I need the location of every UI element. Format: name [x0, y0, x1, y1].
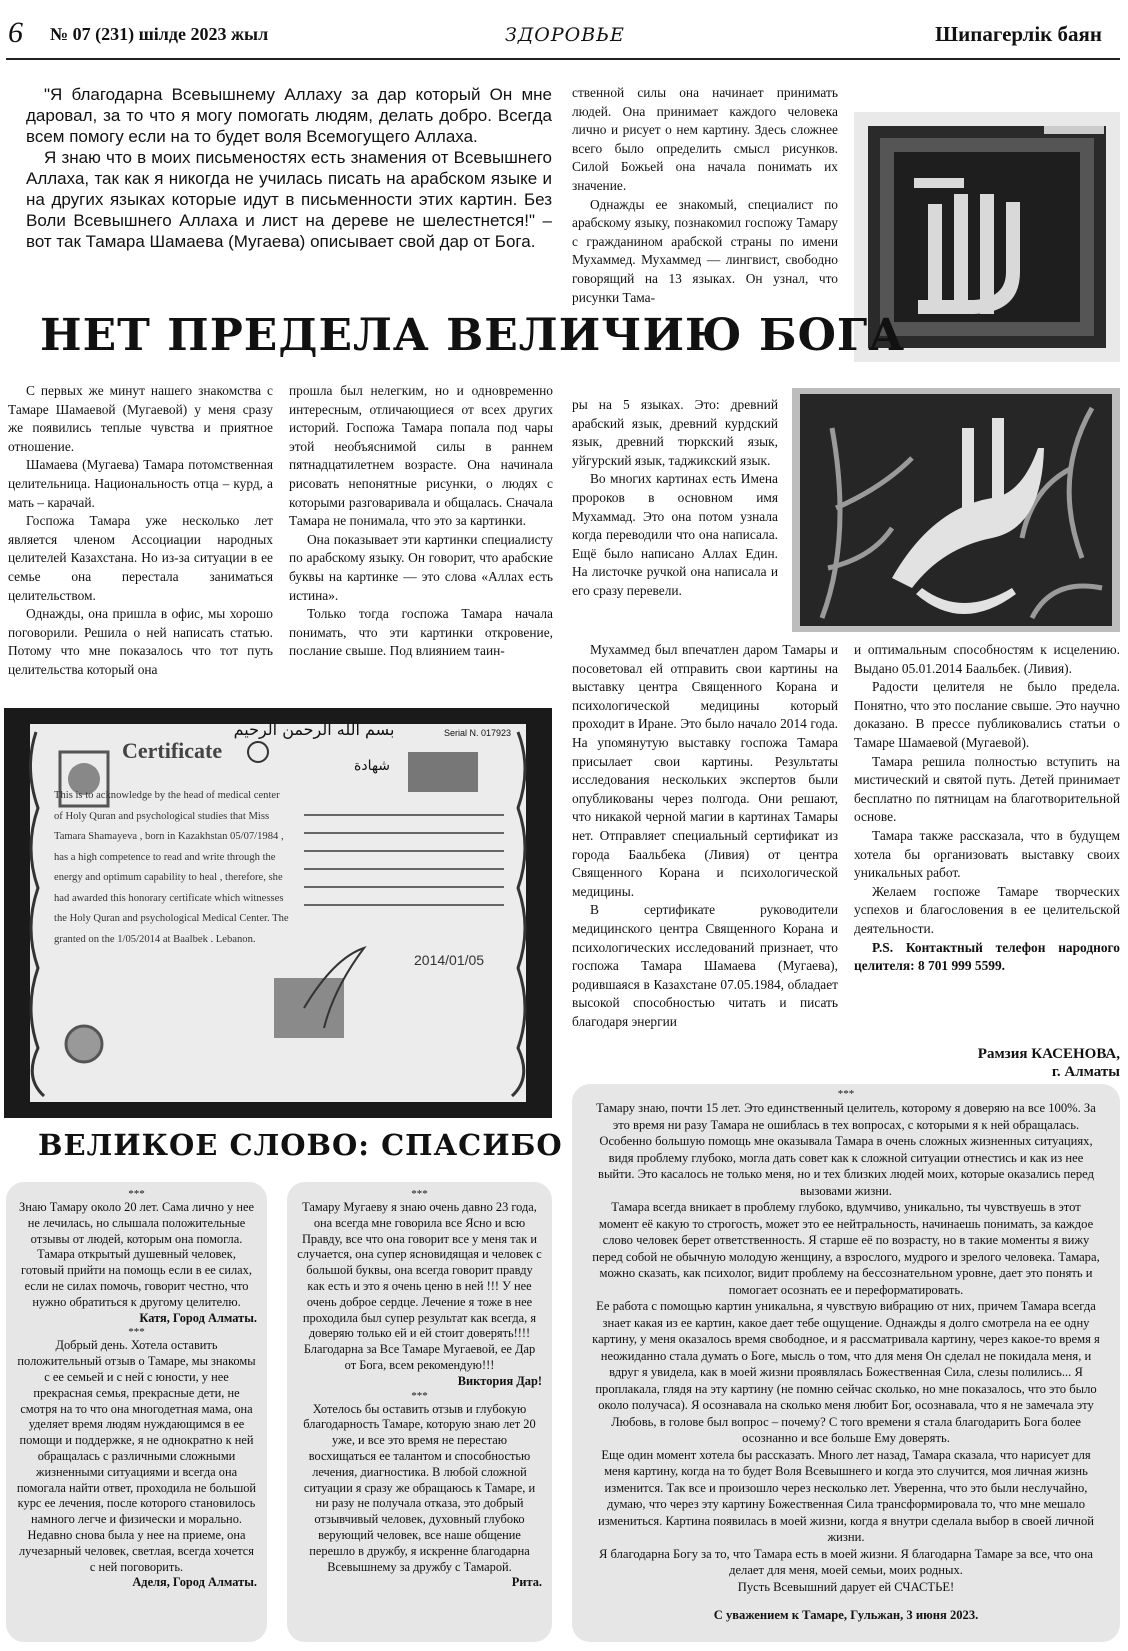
header-divider — [6, 58, 1120, 60]
review-text: Хотелось бы оставить отзыв и глубокую благодарность Тамаре, которую знаю лет 20 уже, и все это время не перестаю восхищаться ее талантом и способностью лечения, диагностика. В любой сложной ситуации я сразу же обращаюсь к Тамаре, и ни разу не получала отказа, это добрый отзывчивый человек, духовный глубоко верующий человек, все наше общение перешло в дружбу, я искренне благодарна Всевышнему за дружбу с Тамарой. — [303, 1401, 536, 1574]
review-paragraph: Пусть Всевышний дарует ей СЧАСТЬЕ! — [737, 1579, 955, 1594]
paragraph: Однажды ее знакомый, специалист по арабскому языку, познакомил госпожу Тамару с гражданином арабской страны по имени Мухаммед. Мухаммед — лингвист, свободно говорящий на 13 языках. Он узнал, что рисунки Тама- — [572, 196, 838, 305]
paragraph: Тамара решила полностью вступить на мистический и святой путь. Детей принимает бесплатно по пятницам на благотворительной основе. — [854, 753, 1120, 825]
article-column-4 — [854, 641, 1120, 976]
review-signature: С уважением к Тамаре, Гульжан, 3 июня 2023. — [713, 1608, 979, 1622]
intro-paragraph: Я знаю что в моих письменостях есть знамения от Всевышнего Аллаха, так как я никогда не училась писать на арабском языке и на других языках которые идут в письменности этих картин. Без Воли Всевышнего Аллаха и лист на дереве не шелестнется!" – вот так Тамара Шамаева (Мугаева) описывает свой дар от Бога. — [26, 148, 552, 251]
review-paragraph: Тамару знаю, почти 15 лет. Это единственный целитель, которому я доверяю на все 100%. За это время ни разу Тамара не ошиблась в тех вопросах, с которыми я к ней обращалась. Особенно большую помощь мне оказывала Тамара в очень сложных жизненных ситуациях, видя проблему глубоко, могла дать совет как к сложной ситуации отнестись и как из нее выйти. Это касалось не только меня, но и тех близких людей моих, которые оказались перед вызовами жизни. — [596, 1101, 1096, 1198]
review-text: Добрый день. Хотела оставить положительный отзыв о Тамаре, мы знакомы с ее семьей и с ней с юности, у нее прекрасная семья, прекрасные дети, не смотря на то что она многодетная мама, она уделяет время людям нуждающимся в ее помощи и поддержке, я не однократно к ней обращалась с различными сложными жизненными ситуациями и всегда она помогала найти ответ, проходила не большой курс ее лечения, после которого становилось намного легче и физически и морально. Недавно снова была у нее на приеме, она лучезарный человек, светлая, всегда хочется с ней поговорить. — [16, 1338, 257, 1574]
issue-info: № 07 (231) шілде 2023 жыл — [50, 24, 269, 44]
paragraph: и оптимальным способностям к исцелению. Выдано 05.01.2014 Баальбек. (Ливия). — [854, 642, 1120, 676]
article-column-3-top — [572, 84, 838, 307]
review-text: Тамару Мугаеву я знаю очень давно 23 года, она всегда мне говорила все Ясно и всю Правду, все что она говорит все у меня так и случается, она супер ясновидящая и человек с большой буквы, она всегда говорит правду как есть и это я очень ценю в ней !!! У нее очень доброе сердце. Лечение я тоже в нее проходила был супер результат как всегда, я доверяю только ей и ей стоит доверять!!!! Благодарна за Все Тамаре Мугаевой, ее Дар от Бога, всем рекомендую!!! — [297, 1200, 542, 1372]
calligraphy-photo-branches — [792, 388, 1120, 632]
review-separator: *** — [128, 1188, 145, 1200]
certificate-date: 2014/01/05 — [414, 952, 485, 968]
article-column-2 — [289, 382, 553, 661]
certificate-body: This is to acknowledge by the head of medical center of Holy Quran and psychological studies that Miss Tamara Shamayeva , born in Kazakhstan 05/07/1984 , has a high competence to read and write through the energy and optimum capability to heal , therefore, she had awarded this honorary certificate which witnesses the Holy Quran and psychological Medical Center. The granted on the 1/05/2014 at Baalbek . Lebanon. — [54, 790, 289, 945]
review-separator: *** — [837, 1088, 855, 1100]
paragraph: Тамара также рассказала, что в будущем хотела бы организовать выставку своих уникальных работ. — [854, 827, 1120, 881]
certificate-serial: Serial N. 017923 — [444, 728, 512, 738]
calligraphy-branches-image — [792, 388, 1120, 632]
paragraph: В сертификате руководители медицинского центра Священного Корана и психологических исследований признает, что госпожа Тамара Шамаева (Мугаева), родившаяся в Казахстане 07.05.1984, обладает высокой способностью читать и писать благодаря энергии — [572, 902, 838, 1029]
paragraph: Мухаммед был впечатлен даром Тамары и посоветовал ей отправить свои картины на выставку центра Священного Корана и психологической медицины который проходит в Иране. Это было начало 2014 года. На упомянутую выставку госпожа Тамара присылает свои картины. Результаты исследования нескольких экспертов были опубликованы через полгода. Они решают, что никакой черной магии в картинах Тамары нет. Отправляет специальный сертификат из города Баальбека (Ливия) от центра Священного Корана и психологической медицины. — [572, 642, 838, 899]
rubric-title: Шипагерлік баян — [935, 22, 1102, 46]
review-box-1 — [6, 1182, 267, 1642]
paragraph: Желаем госпоже Тамаре творческих успехов и благословения в ее целительской деятельности. — [854, 883, 1120, 936]
paragraph: Во многих картинах есть Имена пророков в основном имя Мухаммад. Это она потом узнала когда переводили что она написала. Ещё было написано Аллах Един. На листочке ручкой она написала и его сразу перевели. — [572, 471, 778, 598]
certificate-arabic-header: بسم الله الرحمن الرحيم — [233, 720, 395, 739]
article-headline: НЕТ ПРЕДЕЛА ВЕЛИЧИЮ БОГА — [40, 310, 906, 361]
article-intro — [26, 84, 552, 252]
certificate-photo — [4, 708, 552, 1118]
paragraph: Она показывает эти картинки специалисту по арабскому языку. Он говорит, что арабские буквы на картинке — это слова «Аллах есть истина». — [289, 531, 553, 603]
paragraph: Только тогда госпожа Тамара начала понимать, что эти картинки откровение, послание свыше. Под влиянием таин- — [289, 606, 553, 659]
paragraph: ственной силы она начинает принимать людей. Она принимает каждого человека лично и рисует о нем картину. Здесь сложнее всего было определить смысл рисунков. Силой Божьей она начала понимать их значение. — [572, 85, 838, 193]
paragraph: Радости целителя не было предела. Понятно, что это послание свыше. Это научно доказано. В прессе публиковались статьи о Тамаре Шамаевой (Мугаевой). — [854, 679, 1120, 750]
review-signature: Виктория Дар! — [457, 1373, 542, 1388]
review-separator: *** — [411, 1389, 428, 1402]
article-column-1 — [8, 382, 273, 680]
article-column-3-middle — [572, 396, 778, 601]
reviews-title: ВЕЛИКОЕ СЛОВО: СПАСИБО — [38, 1128, 563, 1162]
certificate-arabic-text — [304, 798, 504, 922]
review-signature: Аделя, Город Алматы. — [132, 1575, 257, 1590]
review-text: Знаю Тамару около 20 лет. Сама лично у нее не лечилась, но слышала положительные отзывы от людей, которым она помогла. Тамара открытый душевный человек, готовый прийти на помощь если в ее силах, если не силах помочь, говорит честно, что нужно обратиться к другому целителю. — [19, 1200, 254, 1309]
review-separator: *** — [411, 1188, 428, 1200]
review-separator: *** — [128, 1326, 145, 1339]
author-name: Рамзия КАСЕНОВА, — [977, 1046, 1120, 1062]
paragraph: С первых же минут нашего знакомства с Тамаре Шамаевой (Мугаевой) у меня сразу же появились теплые чувства и приятное отношение. — [8, 383, 273, 454]
review-paragraph: Еще один момент хотела бы рассказать. Много лет назад, Тамара сказала, что нарисует для меня картину, когда на то будет Воля Всевышнего и когда это случится, моя личная жизнь изменится. Так все и произошло через несколько лет. Уверенна, что это были неслучайно, думаю, что через эту картину Божественная Сила трансформировала то, что мне мешало измениться. Картина появилась в моей жизни, когда я внутри сделала выбор в своей личной жизни. — [598, 1447, 1094, 1544]
paragraph: ры на 5 языках. Это: древний арабский язык, древний курдский язык, древний тюркский язык, уйгурский язык, таджикский язык. — [572, 397, 778, 468]
paragraph: Госпожа Тамара уже несколько лет является членом Ассоциации народных целителей Казахстана. Но из-за ситуации в ее семье она перестала заниматься целительством. — [8, 513, 273, 603]
author-city: г. Алматы — [1051, 1064, 1120, 1080]
review-paragraph: Тамара всегда вникает в проблему глубоко, вдумчиво, уникально, ты чувствуешь в этот момент её какую то строгость, может это ее нейтральность, начинаешь понимать, за каждое слово человек берет ответственность. Я старше её по возрасту, но в такие моменты я вижу перед собой не обычную молодую женщину, а взрослого, мудрого и зрелого человека. Тамара, можно сказать, как психолог, видит проблему на бессознательном уровне, дает это понять и помогает осознать ее и переформатировать. — [592, 1200, 1100, 1297]
review-box-3 — [572, 1084, 1120, 1642]
intro-paragraph: "Я благодарна Всевышнему Аллаху за дар который Он мне даровал, за то что я могу помогать людям, делать добро. Всегда всем помогу если на то будет воля Всемогущего Аллаха. — [26, 85, 552, 146]
certificate-title: Certificate — [122, 738, 223, 763]
review-paragraph: Я благодарна Богу за то, что Тамара есть в моей жизни. Я благодарна Тамаре за все, что она делает для меня, моей семьи, моих родных. — [598, 1546, 1094, 1577]
review-signature: Катя, Город Алматы. — [139, 1310, 257, 1325]
paragraph: Однажды, она пришла в офис, мы хорошо поговорили. Решила о ней написать статью. Потому что мне показалось что тот путь целительства который она — [8, 606, 273, 677]
author-signature — [854, 1045, 1120, 1081]
contact-ps: P.S. Контактный телефон народного целителя: 8 701 999 5599. — [854, 939, 1120, 974]
review-paragraph: Ее работа с помощью картин уникальна, я чувствую вибрацию от них, причем Тамара всегда знает какая из ее картин, какое дает тебе ощущение. Однажды я долго смотрела на ее одну картину, у меня оказалось время свободное, и я рассматривала картину, через какое-то время я неожиданно стала думать о Боге, мысль о том, что для меня Он сделал не покидала меня, и вдруг я увидела, как в моей жизни проявлялась Божественная Сила, слезы полились... Я проплакала, глядя на эту картину (не помню сейчас сколько, но мне показалось, что это было около получаса). Я осознавала на сколько меня любит Бог, осознавала, что я не замечала эту Любовь, в голове был вопрос – почему? С того времени я стала благодарить Бога более осознанно и все больше Ему доверять. — [592, 1299, 1100, 1445]
paragraph: прошла был нелегким, но и одновременно интересным, отличающиеся от всех других историй. Госпожа Тамара попала под чары этой необъяснимой силы в раннем пятнадцатилетнем возрасте. Она начинала рисовать непонятные рисунки, о людях с которыми разговаривала и общалась. Сначала Тамара не понимала, что это за картинки. — [289, 383, 553, 529]
review-box-2 — [287, 1182, 552, 1642]
newspaper-name: ЗДОРОВЬЕ — [505, 24, 625, 46]
review-signature: Рита. — [511, 1575, 542, 1590]
certificate-arabic-title: شهادة — [354, 758, 391, 774]
page-number: 6 — [8, 16, 23, 49]
paragraph: Шамаева (Мугаева) Тамара потомственная целительница. Национальность отца – курд, а мать – карачай. — [8, 457, 273, 510]
article-column-3-bottom — [572, 641, 838, 1031]
